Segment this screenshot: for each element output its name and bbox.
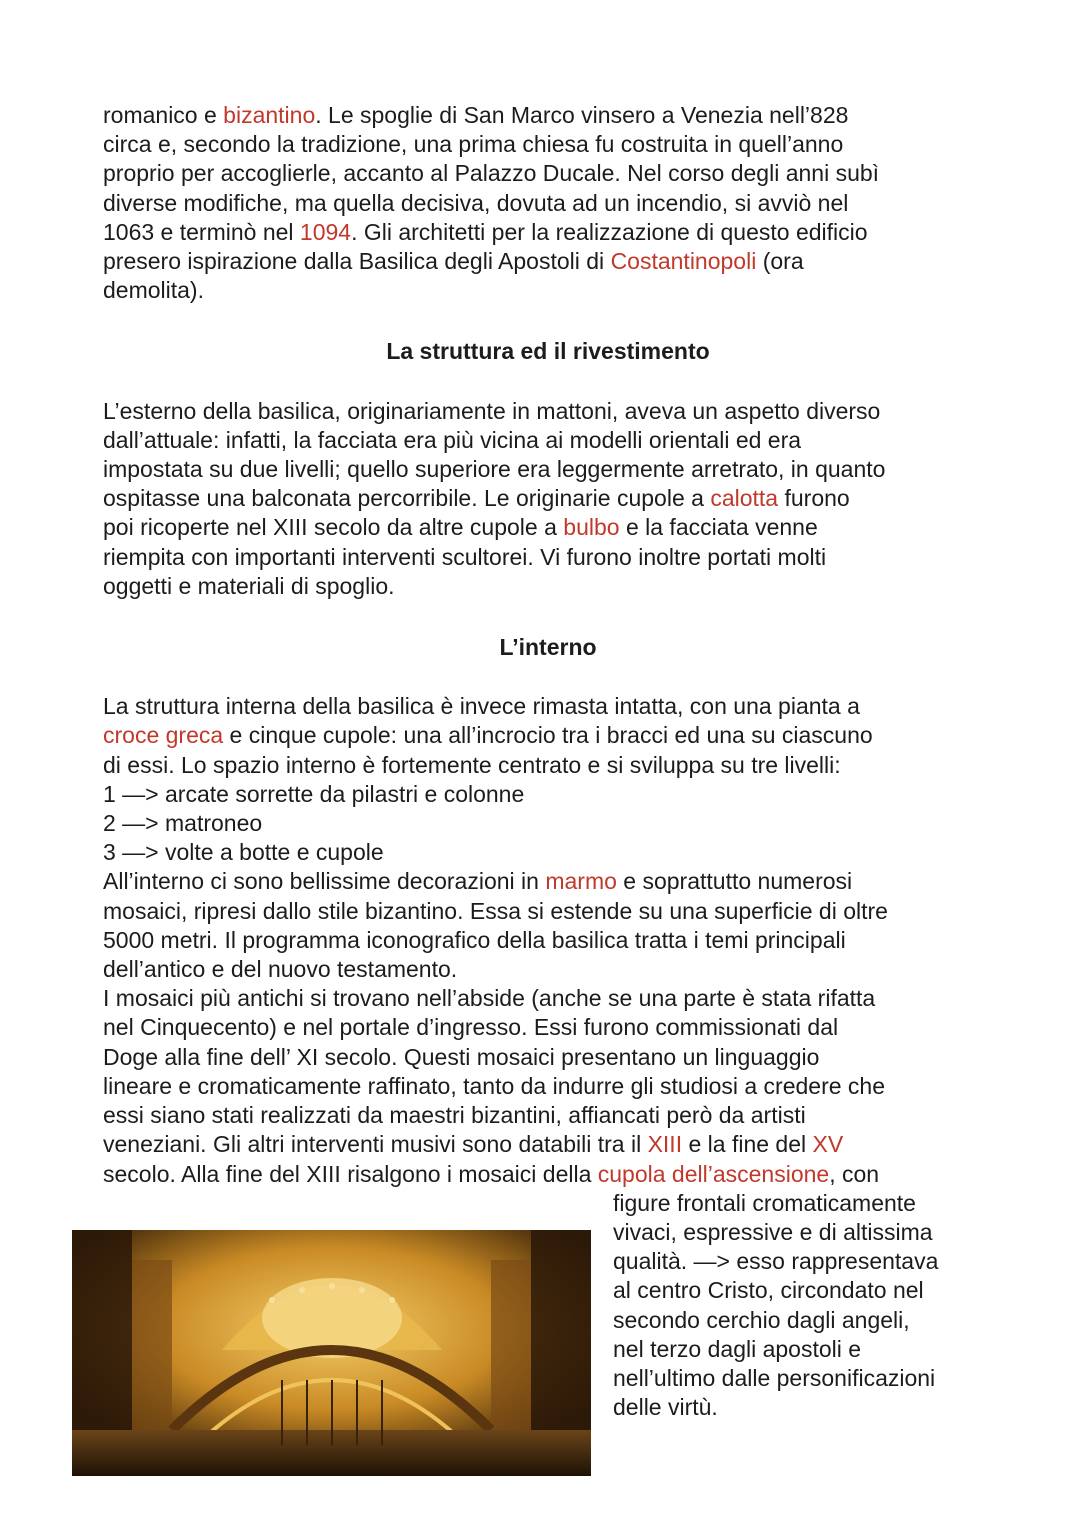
text-line — [103, 159, 993, 188]
text-line — [103, 101, 993, 130]
section-heading-interior: L’interno — [499, 634, 597, 661]
interior-paragraph — [103, 692, 993, 1188]
highlighted-term: cupola dell’ascensione — [597, 1160, 830, 1187]
text-segment: . Gli architetti per la realizzazione di questo edificio — [351, 218, 868, 245]
structure-paragraph — [103, 397, 993, 601]
text-segment: essi siano stati realizzati da maestri bizantini, affiancati però da artisti — [103, 1102, 806, 1129]
text-segment: oggetti e materiali di spoglio. — [103, 572, 395, 599]
text-segment: L’esterno della basilica, originariamente in mattoni, aveva un aspetto diverso — [103, 397, 881, 424]
text-segment: veneziani. Gli altri interventi musivi sono databili tra il — [103, 1131, 648, 1158]
highlighted-term: calotta — [710, 485, 779, 512]
highlighted-term: 1094 — [299, 218, 352, 245]
text-segment: secondo cerchio dagli angeli, — [613, 1306, 910, 1333]
highlighted-term: Costantinopoli — [610, 248, 757, 275]
text-line — [103, 130, 993, 159]
text-segment: proprio per accoglierle, accanto al Palazzo Ducale. Nel corso degli anni subì — [103, 160, 880, 187]
highlighted-term: XIII — [647, 1131, 683, 1158]
text-line — [103, 1072, 993, 1101]
text-segment: presero ispirazione dalla Basilica degli Apostoli di — [103, 248, 611, 275]
text-line — [613, 1276, 938, 1305]
text-line — [103, 721, 993, 750]
text-segment: nell’ultimo dalle personificazioni — [613, 1364, 936, 1391]
text-line — [103, 543, 993, 572]
text-segment: 3 —> volte a botte e cupole — [103, 839, 384, 866]
text-segment: impostata su due livelli; quello superiore era leggermente arretrato, in quanto — [103, 456, 886, 483]
text-segment: dall’attuale: infatti, la facciata era più vicina ai modelli orientali ed era — [103, 426, 802, 453]
text-segment: ospitasse una balconata percorribile. Le originarie cupole a — [103, 485, 711, 512]
text-line — [103, 984, 993, 1013]
section-heading-structure: La struttura ed il rivestimento — [386, 338, 710, 365]
text-line — [103, 1160, 993, 1189]
text-segment: vivaci, espressive e di altissima — [613, 1218, 933, 1245]
text-segment: riempita con importanti interventi scultorei. Vi furono inoltre portati molti — [103, 543, 827, 570]
text-segment: La struttura interna della basilica è invece rimasta intatta, con una pianta a — [103, 693, 860, 720]
text-segment: dell’antico e del nuovo testamento. — [103, 956, 458, 983]
text-line — [613, 1189, 938, 1218]
text-segment: figure frontali cromaticamente — [613, 1189, 916, 1216]
text-line — [103, 809, 993, 838]
text-segment: All’interno ci sono bellissime decorazioni in — [103, 868, 546, 895]
text-segment: circa e, secondo la tradizione, una prima chiesa fu costruita in quell’anno — [103, 131, 844, 158]
text-segment: 1063 e terminò nel — [103, 218, 300, 245]
text-line — [613, 1364, 938, 1393]
highlighted-term: XV — [812, 1131, 844, 1158]
text-line — [103, 926, 993, 955]
text-segment: nel Cinquecento) e nel portale d’ingresso. Essi furono commissionati dal — [103, 1014, 839, 1041]
text-line — [103, 513, 993, 542]
text-segment: Doge alla fine dell’ XI secolo. Questi mosaici presentano un linguaggio — [103, 1043, 820, 1070]
text-line — [103, 1130, 993, 1159]
text-line — [103, 867, 993, 896]
text-line — [613, 1335, 938, 1364]
text-segment: I mosaici più antichi si trovano nell’abside (anche se una parte è stata rifatta — [103, 985, 876, 1012]
text-line — [103, 189, 993, 218]
text-line — [613, 1247, 938, 1276]
text-segment: 2 —> matroneo — [103, 810, 263, 837]
text-segment: diverse modifiche, ma quella decisiva, dovuta ad un incendio, si avviò nel — [103, 189, 849, 216]
text-segment: secolo. Alla fine del XIII risalgono i mosaici della — [103, 1160, 598, 1187]
highlighted-term: bulbo — [563, 514, 620, 541]
text-line — [103, 955, 993, 984]
text-segment: e soprattutto numerosi — [616, 868, 853, 895]
image-text-row — [103, 1189, 993, 1459]
text-line — [103, 247, 993, 276]
highlighted-term: marmo — [545, 868, 617, 895]
text-line — [103, 455, 993, 484]
text-line — [103, 751, 993, 780]
text-segment: e cinque cupole: una all’incrocio tra i bracci ed una su ciascuno — [223, 722, 873, 749]
text-segment: e la facciata venne — [619, 514, 818, 541]
text-segment: poi ricoperte nel XIII secolo da altre cupole a — [103, 514, 564, 541]
basilica-interior-image — [72, 1230, 591, 1476]
text-segment: , con — [829, 1160, 880, 1187]
text-line — [613, 1393, 938, 1422]
text-line — [103, 1101, 993, 1130]
text-segment: demolita). — [103, 277, 204, 304]
basilica-interior-illustration — [72, 1230, 591, 1476]
text-segment: al centro Cristo, circondato nel — [613, 1277, 924, 1304]
text-segment: (ora — [756, 248, 804, 275]
text-line — [103, 426, 993, 455]
text-line — [103, 780, 993, 809]
text-line — [103, 838, 993, 867]
text-line — [103, 1043, 993, 1072]
text-line — [613, 1218, 938, 1247]
text-segment: . Le spoglie di San Marco vinsero a Venezia nell’828 — [315, 102, 849, 128]
text-segment: furono — [778, 485, 850, 512]
highlighted-term: croce greca — [103, 722, 224, 749]
image-side-text — [613, 1189, 938, 1423]
text-line — [613, 1306, 938, 1335]
text-line — [103, 1013, 993, 1042]
text-line — [103, 692, 993, 721]
text-line — [103, 218, 993, 247]
text-segment: di essi. Lo spazio interno è fortemente centrato e si sviluppa su tre livelli: — [103, 751, 841, 778]
text-segment: lineare e cromaticamente raffinato, tanto da indurre gli studiosi a credere che — [103, 1072, 886, 1099]
text-segment: qualità. —> esso rappresentava — [613, 1248, 939, 1275]
document-page — [103, 101, 993, 1459]
text-line — [103, 484, 993, 513]
text-segment: nel terzo dagli apostoli e — [613, 1335, 862, 1362]
text-segment: e la fine del — [682, 1131, 813, 1158]
text-segment: 5000 metri. Il programma iconografico della basilica tratta i temi principali — [103, 926, 846, 953]
text-segment: romanico e — [103, 102, 224, 128]
text-segment: delle virtù. — [613, 1394, 718, 1421]
text-line — [103, 276, 993, 305]
intro-paragraph — [103, 101, 993, 305]
text-segment: 1 —> arcate sorrette da pilastri e colonne — [103, 780, 525, 807]
text-segment: mosaici, ripresi dallo stile bizantino. Essa si estende su una superficie di oltre — [103, 897, 888, 924]
highlighted-term: bizantino — [223, 102, 316, 128]
text-line — [103, 572, 993, 601]
text-line — [103, 897, 993, 926]
text-line — [103, 397, 993, 426]
